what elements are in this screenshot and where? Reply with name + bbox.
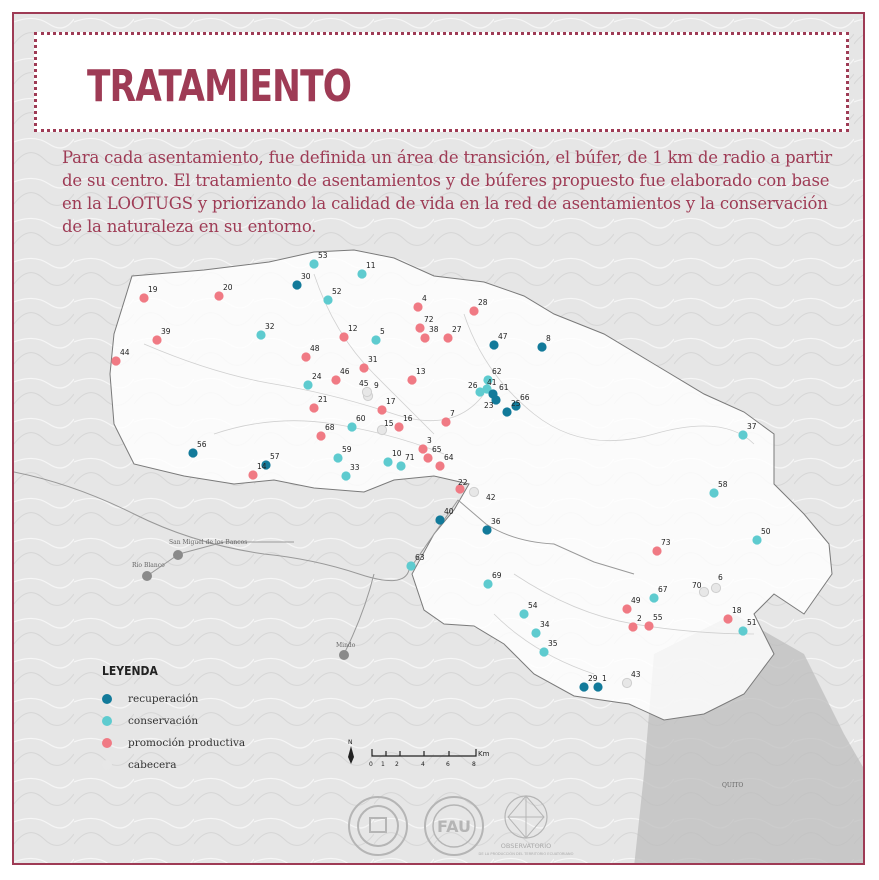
settlement-label: 38 (429, 325, 439, 334)
settlement-marker-cabecera[interactable] (622, 678, 631, 687)
settlement-label: 71 (405, 453, 415, 462)
settlement-marker-recuperacion[interactable] (593, 682, 602, 691)
legend-item-recuperacion (102, 688, 245, 710)
settlement-marker-promocion[interactable] (359, 363, 368, 372)
settlement-label: 39 (161, 327, 171, 336)
settlement-label: 9 (374, 381, 379, 390)
settlement-label: 49 (631, 596, 641, 605)
settlement-label: 20 (223, 283, 233, 292)
recuperacion-swatch-icon (102, 694, 112, 704)
settlement-label: 54 (528, 601, 538, 610)
settlement-label: 25 (511, 399, 521, 408)
settlement-label: 64 (444, 453, 454, 462)
settlement-label: 61 (499, 383, 509, 392)
settlement-marker-promocion[interactable] (628, 622, 637, 631)
svg-text:0: 0 (369, 761, 373, 768)
settlement-label: 67 (658, 585, 668, 594)
settlement-marker-conservacion[interactable] (483, 579, 492, 588)
settlement-marker-promocion[interactable] (443, 333, 452, 342)
settlement-marker-conservacion[interactable] (309, 259, 318, 268)
svg-text:FAU: FAU (437, 817, 471, 836)
settlement-marker-recuperacion[interactable] (188, 448, 197, 457)
settlement-label: 51 (747, 618, 757, 627)
settlement-label: 69 (492, 571, 502, 580)
settlement-marker-promocion[interactable] (420, 333, 429, 342)
settlement-marker-promocion[interactable] (309, 403, 318, 412)
settlement-label: 55 (653, 613, 663, 622)
settlement-marker-promocion[interactable] (152, 335, 161, 344)
settlement-label: 37 (747, 422, 757, 431)
settlement-label: 19 (148, 285, 158, 294)
settlement-marker-conservacion[interactable] (519, 609, 528, 618)
legend-item-cabecera (102, 754, 245, 776)
promocion-swatch-icon (102, 738, 112, 748)
settlement-marker-promocion[interactable] (423, 453, 432, 462)
settlement-marker-conservacion[interactable] (738, 430, 747, 439)
settlement-label: 47 (498, 332, 508, 341)
settlement-label: 66 (520, 393, 530, 402)
settlement-label: 27 (452, 325, 462, 334)
settlement-marker-cabecera[interactable] (362, 387, 371, 396)
settlement-label: 52 (332, 287, 342, 296)
settlement-label: 13 (416, 367, 426, 376)
svg-text:Mindo: Mindo (336, 642, 356, 649)
svg-text:4: 4 (421, 761, 425, 768)
settlement-label: 7 (450, 409, 455, 418)
settlement-label: 72 (424, 315, 434, 324)
settlement-marker-recuperacion[interactable] (502, 407, 511, 416)
settlement-marker-promocion[interactable] (622, 604, 631, 613)
settlement-marker-promocion[interactable] (413, 302, 422, 311)
settlement-label: 12 (348, 324, 358, 333)
settlement-marker-promocion[interactable] (394, 422, 403, 431)
legend-label: conservación (128, 715, 199, 727)
settlement-marker-conservacion[interactable] (396, 461, 405, 470)
map-frame (12, 12, 865, 865)
settlement-marker-promocion[interactable] (377, 405, 386, 414)
settlement-marker-promocion[interactable] (644, 621, 653, 630)
svg-text:6: 6 (446, 761, 450, 768)
settlement-marker-promocion[interactable] (139, 293, 148, 302)
settlement-marker-conservacion[interactable] (347, 422, 356, 431)
settlement-label: 73 (661, 538, 671, 547)
settlement-marker-conservacion[interactable] (709, 488, 718, 497)
settlement-label: 56 (197, 440, 207, 449)
settlement-marker-promocion[interactable] (652, 546, 661, 555)
settlement-marker-promocion[interactable] (415, 323, 424, 332)
settlement-label: 65 (432, 445, 442, 454)
settlement-marker-conservacion[interactable] (738, 626, 747, 635)
settlement-label: 35 (548, 639, 558, 648)
settlement-label: 60 (356, 414, 366, 423)
svg-text:QUITO: QUITO (722, 782, 744, 789)
settlement-label: 14 (257, 462, 267, 471)
settlement-marker-promocion[interactable] (111, 356, 120, 365)
settlement-marker-recuperacion[interactable] (482, 525, 491, 534)
settlement-marker-promocion[interactable] (301, 352, 310, 361)
svg-text:San Miguel de los Bancos: San Miguel de los Bancos (169, 539, 248, 546)
settlement-label: 34 (540, 620, 550, 629)
settlement-label: 10 (392, 449, 402, 458)
settlement-label: 2 (637, 614, 642, 623)
settlement-label: 26 (468, 381, 478, 390)
settlement-label: 46 (340, 367, 350, 376)
settlement-label: 8 (546, 334, 551, 343)
settlement-label: 6 (718, 573, 723, 582)
settlement-marker-conservacion[interactable] (406, 561, 415, 570)
settlement-label: 68 (325, 423, 335, 432)
svg-text:OBSERVATORIO: OBSERVATORIO (500, 842, 552, 850)
conservacion-swatch-icon (102, 716, 112, 726)
settlement-label: 15 (384, 419, 394, 428)
legend-title: LEYENDA (102, 664, 158, 678)
legend-item-conservacion (102, 710, 245, 732)
legend-item-promocion (102, 732, 245, 754)
settlement-marker-recuperacion[interactable] (537, 342, 546, 351)
settlement-label: 59 (342, 445, 352, 454)
settlement-marker-recuperacion[interactable] (489, 340, 498, 349)
settlement-label: 32 (265, 322, 275, 331)
svg-text:Km: Km (478, 750, 490, 758)
settlement-label: 42 (486, 493, 496, 502)
settlement-marker-promocion[interactable] (316, 431, 325, 440)
settlement-label: 58 (718, 480, 728, 489)
settlement-label: 17 (386, 397, 396, 406)
legend-label: promoción productiva (128, 737, 246, 749)
settlement-marker-promocion[interactable] (418, 444, 427, 453)
settlement-marker-cabecera[interactable] (711, 583, 720, 592)
svg-text:Río Blanco: Río Blanco (132, 562, 165, 569)
settlement-label: 23 (484, 401, 494, 410)
settlement-label: 5 (380, 327, 385, 336)
settlement-marker-promocion[interactable] (435, 461, 444, 470)
settlement-label: 4 (422, 294, 427, 303)
settlement-marker-promocion[interactable] (331, 375, 340, 384)
settlement-marker-conservacion[interactable] (323, 295, 332, 304)
settlement-label: 57 (270, 452, 280, 461)
settlement-label: 30 (301, 272, 311, 281)
settlement-marker-conservacion[interactable] (539, 647, 548, 656)
svg-text:8: 8 (472, 761, 476, 768)
settlement-label: 28 (478, 298, 488, 307)
settlement-marker-conservacion[interactable] (371, 335, 380, 344)
settlement-marker-promocion[interactable] (441, 417, 450, 426)
settlement-label: 62 (492, 367, 502, 376)
settlement-label: 48 (310, 344, 320, 353)
settlement-label: 22 (458, 478, 468, 487)
settlement-label: 63 (415, 553, 425, 562)
svg-text:2: 2 (395, 761, 399, 768)
legend (102, 664, 245, 776)
north-label: N (348, 739, 353, 746)
svg-text:1: 1 (381, 761, 385, 768)
settlement-label: 50 (761, 527, 771, 536)
cabecera-swatch-icon (102, 760, 112, 770)
settlement-marker-conservacion[interactable] (303, 380, 312, 389)
settlement-marker-promocion[interactable] (339, 332, 348, 341)
settlement-label: 11 (366, 261, 376, 270)
intro-text: Para cada asentamiento, fue definida un área de transición, el búfer, de 1 km de radio a partir de su centro. El tratamiento de asentamientos y de búferes propuesto fue elaborado con base en la LOOTUGS y priorizando la calidad de vida en la red de asentamientos y la conservación de la naturaleza en su entorno. (62, 148, 832, 236)
title-box (34, 32, 849, 132)
settlement-marker-promocion[interactable] (248, 470, 257, 479)
settlement-marker-promocion[interactable] (407, 375, 416, 384)
settlement-marker-recuperacion[interactable] (292, 280, 301, 289)
settlement-marker-promocion[interactable] (214, 291, 223, 300)
settlement-label: 70 (692, 581, 702, 590)
settlement-marker-recuperacion[interactable] (579, 682, 588, 691)
settlement-marker-conservacion[interactable] (649, 593, 658, 602)
settlement-label: 45 (359, 379, 369, 388)
settlement-label: 33 (350, 463, 360, 472)
settlement-marker-conservacion[interactable] (333, 453, 342, 462)
settlement-label: 40 (444, 507, 454, 516)
settlement-label: 29 (588, 674, 598, 683)
settlement-marker-cabecera[interactable] (469, 487, 478, 496)
settlement-label: 31 (368, 355, 378, 364)
legend-label: cabecera (128, 759, 177, 771)
settlement-marker-promocion[interactable] (469, 306, 478, 315)
settlement-marker-conservacion[interactable] (357, 269, 366, 278)
settlement-label: 44 (120, 348, 130, 357)
settlement-marker-conservacion[interactable] (341, 471, 350, 480)
fau-seal-icon (425, 797, 483, 855)
settlement-label: 1 (602, 674, 607, 683)
settlement-marker-conservacion[interactable] (256, 330, 265, 339)
page-title: TRATAMIENTO (87, 61, 352, 112)
svg-text:DE LA PRODUCCIÓN DEL TERRITORI: DE LA PRODUCCIÓN DEL TERRITORIO ECUATORIANO (478, 852, 574, 856)
settlement-label: 18 (732, 606, 742, 615)
settlement-marker-conservacion[interactable] (383, 457, 392, 466)
settlement-label: 53 (318, 251, 328, 260)
settlement-label: 21 (318, 395, 328, 404)
settlement-label: 3 (427, 436, 432, 445)
town-quito[interactable] (722, 782, 743, 789)
legend-label: recuperación (128, 693, 199, 705)
settlement-label: 36 (491, 517, 501, 526)
settlement-marker-promocion[interactable] (723, 614, 732, 623)
settlement-label: 16 (403, 414, 413, 423)
settlement-marker-conservacion[interactable] (531, 628, 540, 637)
settlement-marker-recuperacion[interactable] (435, 515, 444, 524)
settlement-marker-conservacion[interactable] (752, 535, 761, 544)
settlement-label: 41 (487, 378, 497, 387)
settlement-label: 43 (631, 670, 641, 679)
settlement-label: 24 (312, 372, 322, 381)
